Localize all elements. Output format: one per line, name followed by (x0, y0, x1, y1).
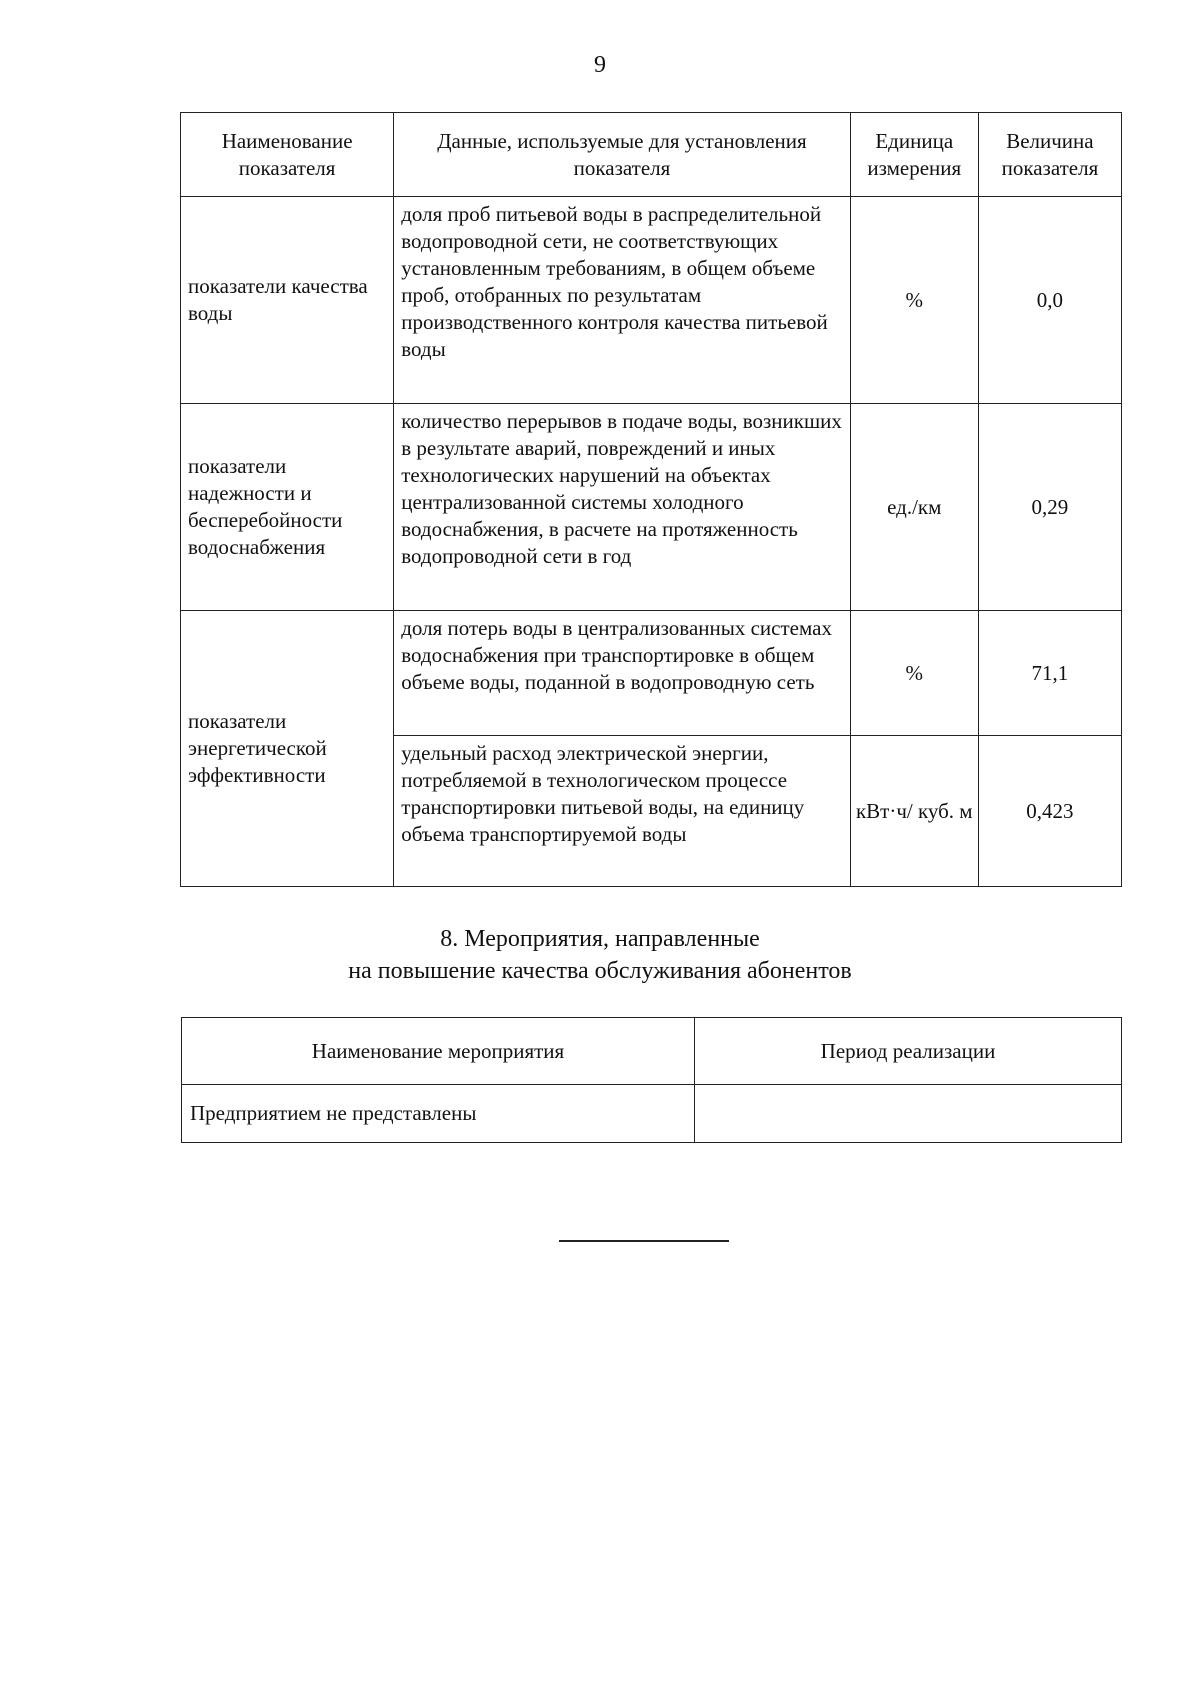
indicator-unit: % (850, 197, 978, 404)
indicator-name: показатели качества воды (181, 197, 394, 404)
table-header-row (182, 1018, 1122, 1085)
indicator-data: удельный расход электрической энергии, потребляемой в технологическом процессе транспортировки питьевой воды, на единицу объема транспортируемой воды (394, 736, 850, 887)
indicator-name: показатели надежности и бесперебойности водоснабжения (181, 404, 394, 611)
end-of-document-line (559, 1240, 729, 1242)
indicator-data: доля проб питьевой воды в распределительной водопроводной сети, не соответствующих установленным требованиям, в общем объеме проб, отобранных по результатам производственного контроля качества питьевой воды (394, 197, 850, 404)
indicator-unit: % (850, 611, 978, 736)
indicator-data: доля потерь воды в централизованных системах водоснабжения при транспортировке в общем объеме воды, поданной в водопроводную сеть (394, 611, 850, 736)
section-title-line-2: на повышение качества обслуживания абонентов (348, 958, 852, 984)
measure-name: Предприятием не представлены (182, 1085, 695, 1143)
header-implementation-period: Период реализации (695, 1018, 1122, 1085)
indicator-value: 71,1 (978, 611, 1121, 736)
header-indicator-name: Наименование показателя (181, 113, 394, 197)
header-measure-name: Наименование мероприятия (182, 1018, 695, 1085)
indicator-unit: ед./км (850, 404, 978, 611)
section-title (0, 923, 1200, 987)
header-value: Величина показателя (978, 113, 1121, 197)
indicator-name: показатели энергетической эффективности (181, 611, 394, 887)
measures-table (181, 1017, 1122, 1143)
table-row (182, 1085, 1122, 1143)
measure-period (695, 1085, 1122, 1143)
indicator-data: количество перерывов в подаче воды, возникших в результате аварий, повреждений и иных технологических нарушений на объектах централизованной системы холодного водоснабжения, в расчете на протяженность водопроводной сети в год (394, 404, 850, 611)
indicators-table (180, 112, 1122, 887)
header-indicator-data: Данные, используемые для установления показателя (394, 113, 850, 197)
page-number: 9 (594, 52, 606, 78)
indicator-value: 0,29 (978, 404, 1121, 611)
indicator-value: 0,423 (978, 736, 1121, 887)
table-row (181, 197, 1122, 404)
table-row (181, 611, 1122, 736)
table-row (181, 404, 1122, 611)
indicator-value: 0,0 (978, 197, 1121, 404)
header-unit: Единица измерения (850, 113, 978, 197)
section-title-line-1: 8. Мероприятия, направленные (440, 926, 760, 952)
indicator-unit: кВт·ч/ куб. м (850, 736, 978, 887)
table-header-row (181, 113, 1122, 197)
